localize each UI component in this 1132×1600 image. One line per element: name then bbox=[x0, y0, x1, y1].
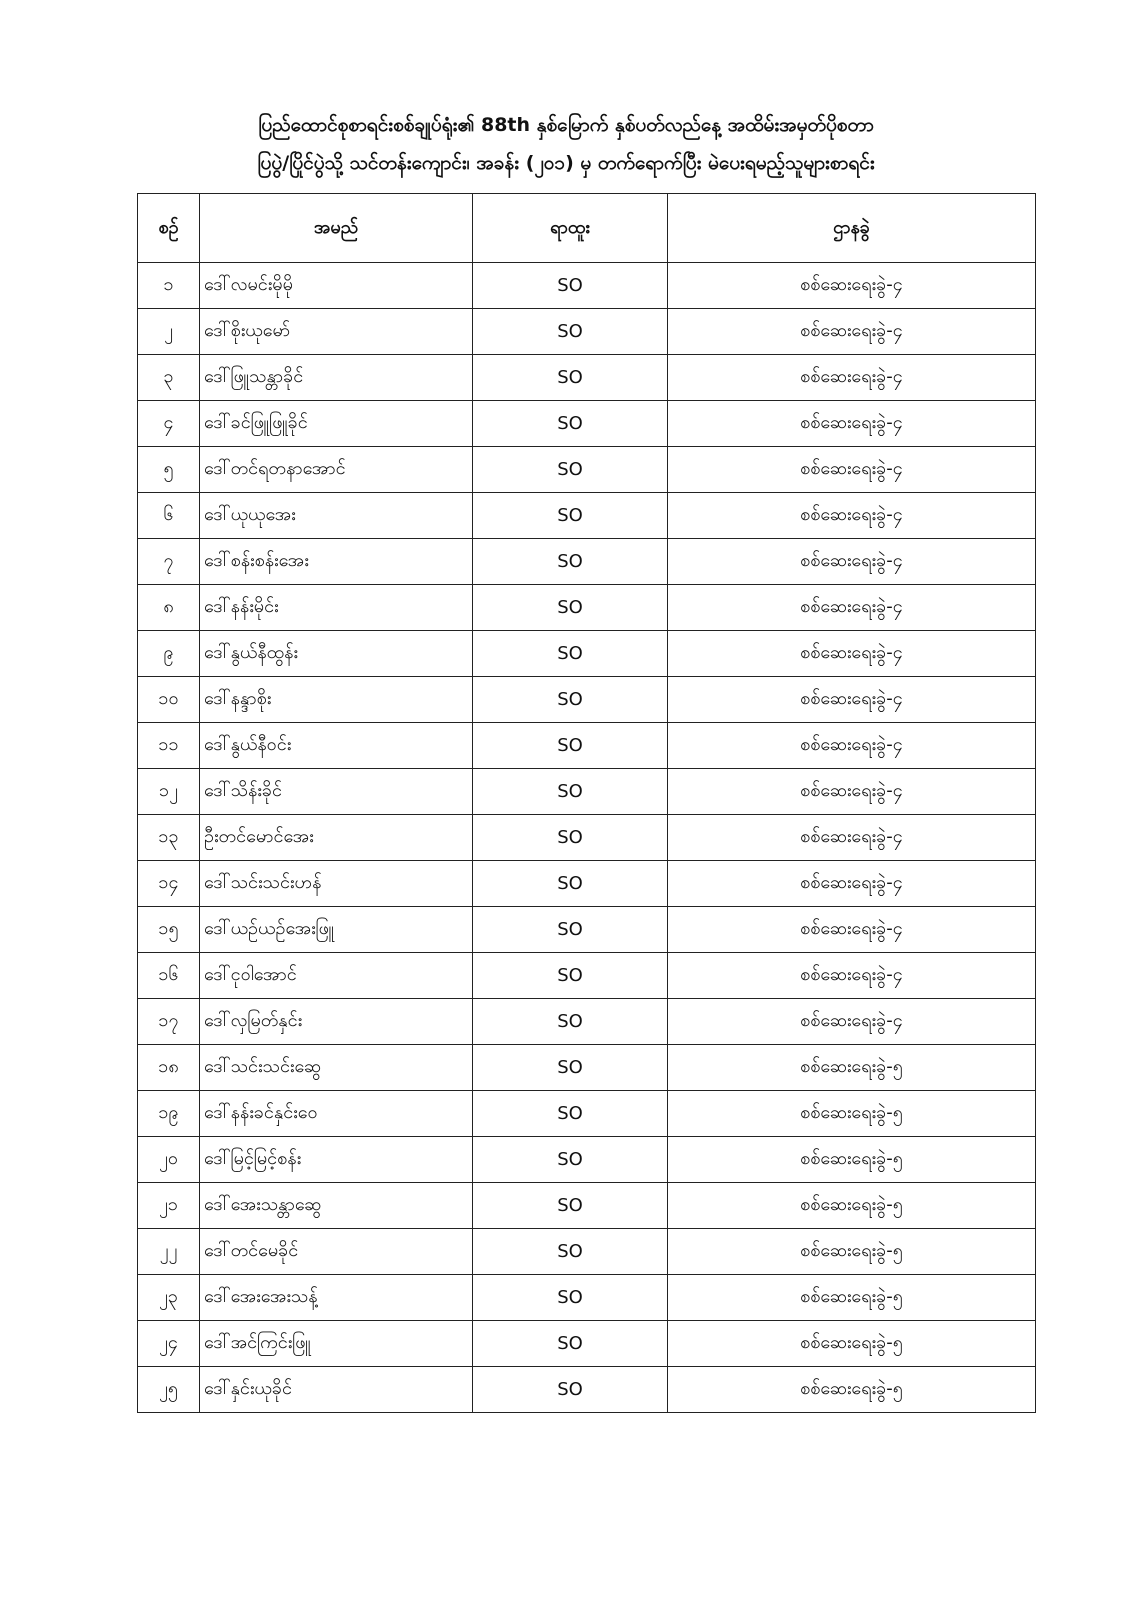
row-number: ၅ bbox=[138, 447, 200, 493]
person-name: ဒေါ်စိုးယုမော် bbox=[200, 309, 473, 355]
table-row bbox=[138, 815, 1036, 861]
rank-cell: SO bbox=[473, 585, 668, 631]
department-cell: စစ်ဆေးရေးခွဲ-၅ bbox=[668, 1091, 1036, 1137]
row-number: ၁၆ bbox=[138, 953, 200, 999]
table-row bbox=[138, 1367, 1036, 1413]
rank-cell: SO bbox=[473, 493, 668, 539]
rank-cell: SO bbox=[473, 1137, 668, 1183]
department-cell: စစ်ဆေးရေးခွဲ-၅ bbox=[668, 1367, 1036, 1413]
rank-cell: SO bbox=[473, 355, 668, 401]
document-title-line-1: ပြည်ထောင်စုစာရင်းစစ်ချုပ်ရုံး၏ 88th နှစ်မြောက် နှစ်ပတ်လည်နေ့ အထိမ်းအမှတ်ပိုစတာ bbox=[258, 114, 874, 136]
department-cell: စစ်ဆေးရေးခွဲ-၄ bbox=[668, 447, 1036, 493]
row-number: ၁၉ bbox=[138, 1091, 200, 1137]
table-row bbox=[138, 585, 1036, 631]
table-row bbox=[138, 1229, 1036, 1275]
row-number: ၁၈ bbox=[138, 1045, 200, 1091]
rank-cell: SO bbox=[473, 401, 668, 447]
department-cell: စစ်ဆေးရေးခွဲ-၄ bbox=[668, 539, 1036, 585]
row-number: ၈ bbox=[138, 585, 200, 631]
column-header-rank: ရာထူး bbox=[473, 194, 668, 263]
department-cell: စစ်ဆေးရေးခွဲ-၄ bbox=[668, 493, 1036, 539]
person-name: ဒေါ်အေးသန္တာဆွေ bbox=[200, 1183, 473, 1229]
table-row bbox=[138, 493, 1036, 539]
row-number: ၁၄ bbox=[138, 861, 200, 907]
rank-cell: SO bbox=[473, 1091, 668, 1137]
department-cell: စစ်ဆေးရေးခွဲ-၄ bbox=[668, 861, 1036, 907]
table-row bbox=[138, 907, 1036, 953]
rank-cell: SO bbox=[473, 999, 668, 1045]
table-row bbox=[138, 1091, 1036, 1137]
table-row bbox=[138, 263, 1036, 309]
person-name: ဒေါ်သင်းသင်းဆွေ bbox=[200, 1045, 473, 1091]
column-header-department: ဌာနခွဲ bbox=[668, 194, 1036, 263]
table-row bbox=[138, 677, 1036, 723]
rank-cell: SO bbox=[473, 723, 668, 769]
person-name: ဒေါ်နွယ်နီဝင်း bbox=[200, 723, 473, 769]
rank-cell: SO bbox=[473, 1367, 668, 1413]
row-number: ၂၄ bbox=[138, 1321, 200, 1367]
row-number: ၂၅ bbox=[138, 1367, 200, 1413]
person-name: ဒေါ်လှမြတ်နှင်း bbox=[200, 999, 473, 1045]
table-row bbox=[138, 631, 1036, 677]
person-name: ဒေါ်ယဉ်ယဉ်အေးဖြူ bbox=[200, 907, 473, 953]
person-name: ဒေါ်သင်းသင်းဟန် bbox=[200, 861, 473, 907]
rank-cell: SO bbox=[473, 815, 668, 861]
column-header-number: စဉ် bbox=[138, 194, 200, 263]
person-name: ဒေါ်လမင်းမိုမို bbox=[200, 263, 473, 309]
rank-cell: SO bbox=[473, 677, 668, 723]
column-header-name: အမည် bbox=[200, 194, 473, 263]
row-number: ၃ bbox=[138, 355, 200, 401]
table-row bbox=[138, 1321, 1036, 1367]
department-cell: စစ်ဆေးရေးခွဲ-၅ bbox=[668, 1137, 1036, 1183]
rank-cell: SO bbox=[473, 861, 668, 907]
department-cell: စစ်ဆေးရေးခွဲ-၄ bbox=[668, 401, 1036, 447]
row-number: ၂၃ bbox=[138, 1275, 200, 1321]
person-name: ဦးတင်မောင်အေး bbox=[200, 815, 473, 861]
document-title-line-2: ပြပွဲ/ပြိုင်ပွဲသို့ သင်တန်းကျောင်း၊ အခန်း (၂၀၁) မှ တက်ရောက်ပြီး မဲပေးရမည့်သူများစာရင်း bbox=[257, 152, 875, 174]
department-cell: စစ်ဆေးရေးခွဲ-၄ bbox=[668, 907, 1036, 953]
row-number: ၁၃ bbox=[138, 815, 200, 861]
person-name: ဒေါ်ငုဝါအောင် bbox=[200, 953, 473, 999]
row-number: ၂၀ bbox=[138, 1137, 200, 1183]
row-number: ၂၁ bbox=[138, 1183, 200, 1229]
row-number: ၁၁ bbox=[138, 723, 200, 769]
person-name: ဒေါ်နန္ဒာစိုး bbox=[200, 677, 473, 723]
row-number: ၁၅ bbox=[138, 907, 200, 953]
rank-cell: SO bbox=[473, 631, 668, 677]
person-name: ဒေါ်နန်းမိုင်း bbox=[200, 585, 473, 631]
person-name: ဒေါ်ဖြူသန္တာခိုင် bbox=[200, 355, 473, 401]
rank-cell: SO bbox=[473, 953, 668, 999]
voter-list-table bbox=[137, 193, 1036, 1413]
person-name: ဒေါ်ခင်ဖြူဖြူခိုင် bbox=[200, 401, 473, 447]
table-row bbox=[138, 999, 1036, 1045]
person-name: ဒေါ်အေးအေးသန့် bbox=[200, 1275, 473, 1321]
rank-cell: SO bbox=[473, 447, 668, 493]
person-name: ဒေါ်စန်းစန်းအေး bbox=[200, 539, 473, 585]
person-name: ဒေါ်အင်ကြင်းဖြူ bbox=[200, 1321, 473, 1367]
person-name: ဒေါ်နှင်းယုခိုင် bbox=[200, 1367, 473, 1413]
row-number: ၇ bbox=[138, 539, 200, 585]
person-name: ဒေါ်ယုယုအေး bbox=[200, 493, 473, 539]
rank-cell: SO bbox=[473, 769, 668, 815]
table-row bbox=[138, 539, 1036, 585]
person-name: ဒေါ်တင်မေခိုင် bbox=[200, 1229, 473, 1275]
department-cell: စစ်ဆေးရေးခွဲ-၄ bbox=[668, 309, 1036, 355]
person-name: ဒေါ်နန်းခင်နှင်းဝေ bbox=[200, 1091, 473, 1137]
table-row bbox=[138, 953, 1036, 999]
row-number: ၄ bbox=[138, 401, 200, 447]
table-row bbox=[138, 861, 1036, 907]
rank-cell: SO bbox=[473, 1229, 668, 1275]
department-cell: စစ်ဆေးရေးခွဲ-၅ bbox=[668, 1045, 1036, 1091]
department-cell: စစ်ဆေးရေးခွဲ-၄ bbox=[668, 355, 1036, 401]
rank-cell: SO bbox=[473, 1275, 668, 1321]
person-name: ဒေါ်မြင့်မြင့်စန်း bbox=[200, 1137, 473, 1183]
row-number: ၁၇ bbox=[138, 999, 200, 1045]
rank-cell: SO bbox=[473, 1321, 668, 1367]
row-number: ၁၂ bbox=[138, 769, 200, 815]
rank-cell: SO bbox=[473, 1045, 668, 1091]
row-number: ၂ bbox=[138, 309, 200, 355]
department-cell: စစ်ဆေးရေးခွဲ-၅ bbox=[668, 1183, 1036, 1229]
table-row bbox=[138, 1137, 1036, 1183]
table-row bbox=[138, 1045, 1036, 1091]
department-cell: စစ်ဆေးရေးခွဲ-၅ bbox=[668, 1275, 1036, 1321]
department-cell: စစ်ဆေးရေးခွဲ-၄ bbox=[668, 585, 1036, 631]
rank-cell: SO bbox=[473, 907, 668, 953]
table-row bbox=[138, 309, 1036, 355]
rank-cell: SO bbox=[473, 263, 668, 309]
table-row bbox=[138, 1275, 1036, 1321]
department-cell: စစ်ဆေးရေးခွဲ-၄ bbox=[668, 677, 1036, 723]
row-number: ၂၂ bbox=[138, 1229, 200, 1275]
rank-cell: SO bbox=[473, 309, 668, 355]
row-number: ၁ bbox=[138, 263, 200, 309]
row-number: ၁၀ bbox=[138, 677, 200, 723]
table-row bbox=[138, 1183, 1036, 1229]
row-number: ၆ bbox=[138, 493, 200, 539]
department-cell: စစ်ဆေးရေးခွဲ-၄ bbox=[668, 953, 1036, 999]
table-row bbox=[138, 447, 1036, 493]
department-cell: စစ်ဆေးရေးခွဲ-၄ bbox=[668, 723, 1036, 769]
row-number: ၉ bbox=[138, 631, 200, 677]
department-cell: စစ်ဆေးရေးခွဲ-၄ bbox=[668, 631, 1036, 677]
table-row bbox=[138, 769, 1036, 815]
department-cell: စစ်ဆေးရေးခွဲ-၄ bbox=[668, 263, 1036, 309]
person-name: ဒေါ်သိန်းခိုင် bbox=[200, 769, 473, 815]
department-cell: စစ်ဆေးရေးခွဲ-၄ bbox=[668, 815, 1036, 861]
table-row bbox=[138, 723, 1036, 769]
table-row bbox=[138, 355, 1036, 401]
person-name: ဒေါ်နွယ်နီထွန်း bbox=[200, 631, 473, 677]
table-row bbox=[138, 401, 1036, 447]
table-header-row bbox=[138, 194, 1036, 263]
department-cell: စစ်ဆေးရေးခွဲ-၄ bbox=[668, 999, 1036, 1045]
department-cell: စစ်ဆေးရေးခွဲ-၅ bbox=[668, 1321, 1036, 1367]
rank-cell: SO bbox=[473, 1183, 668, 1229]
department-cell: စစ်ဆေးရေးခွဲ-၄ bbox=[668, 769, 1036, 815]
person-name: ဒေါ်တင်ရတနာအောင် bbox=[200, 447, 473, 493]
rank-cell: SO bbox=[473, 539, 668, 585]
department-cell: စစ်ဆေးရေးခွဲ-၅ bbox=[668, 1229, 1036, 1275]
